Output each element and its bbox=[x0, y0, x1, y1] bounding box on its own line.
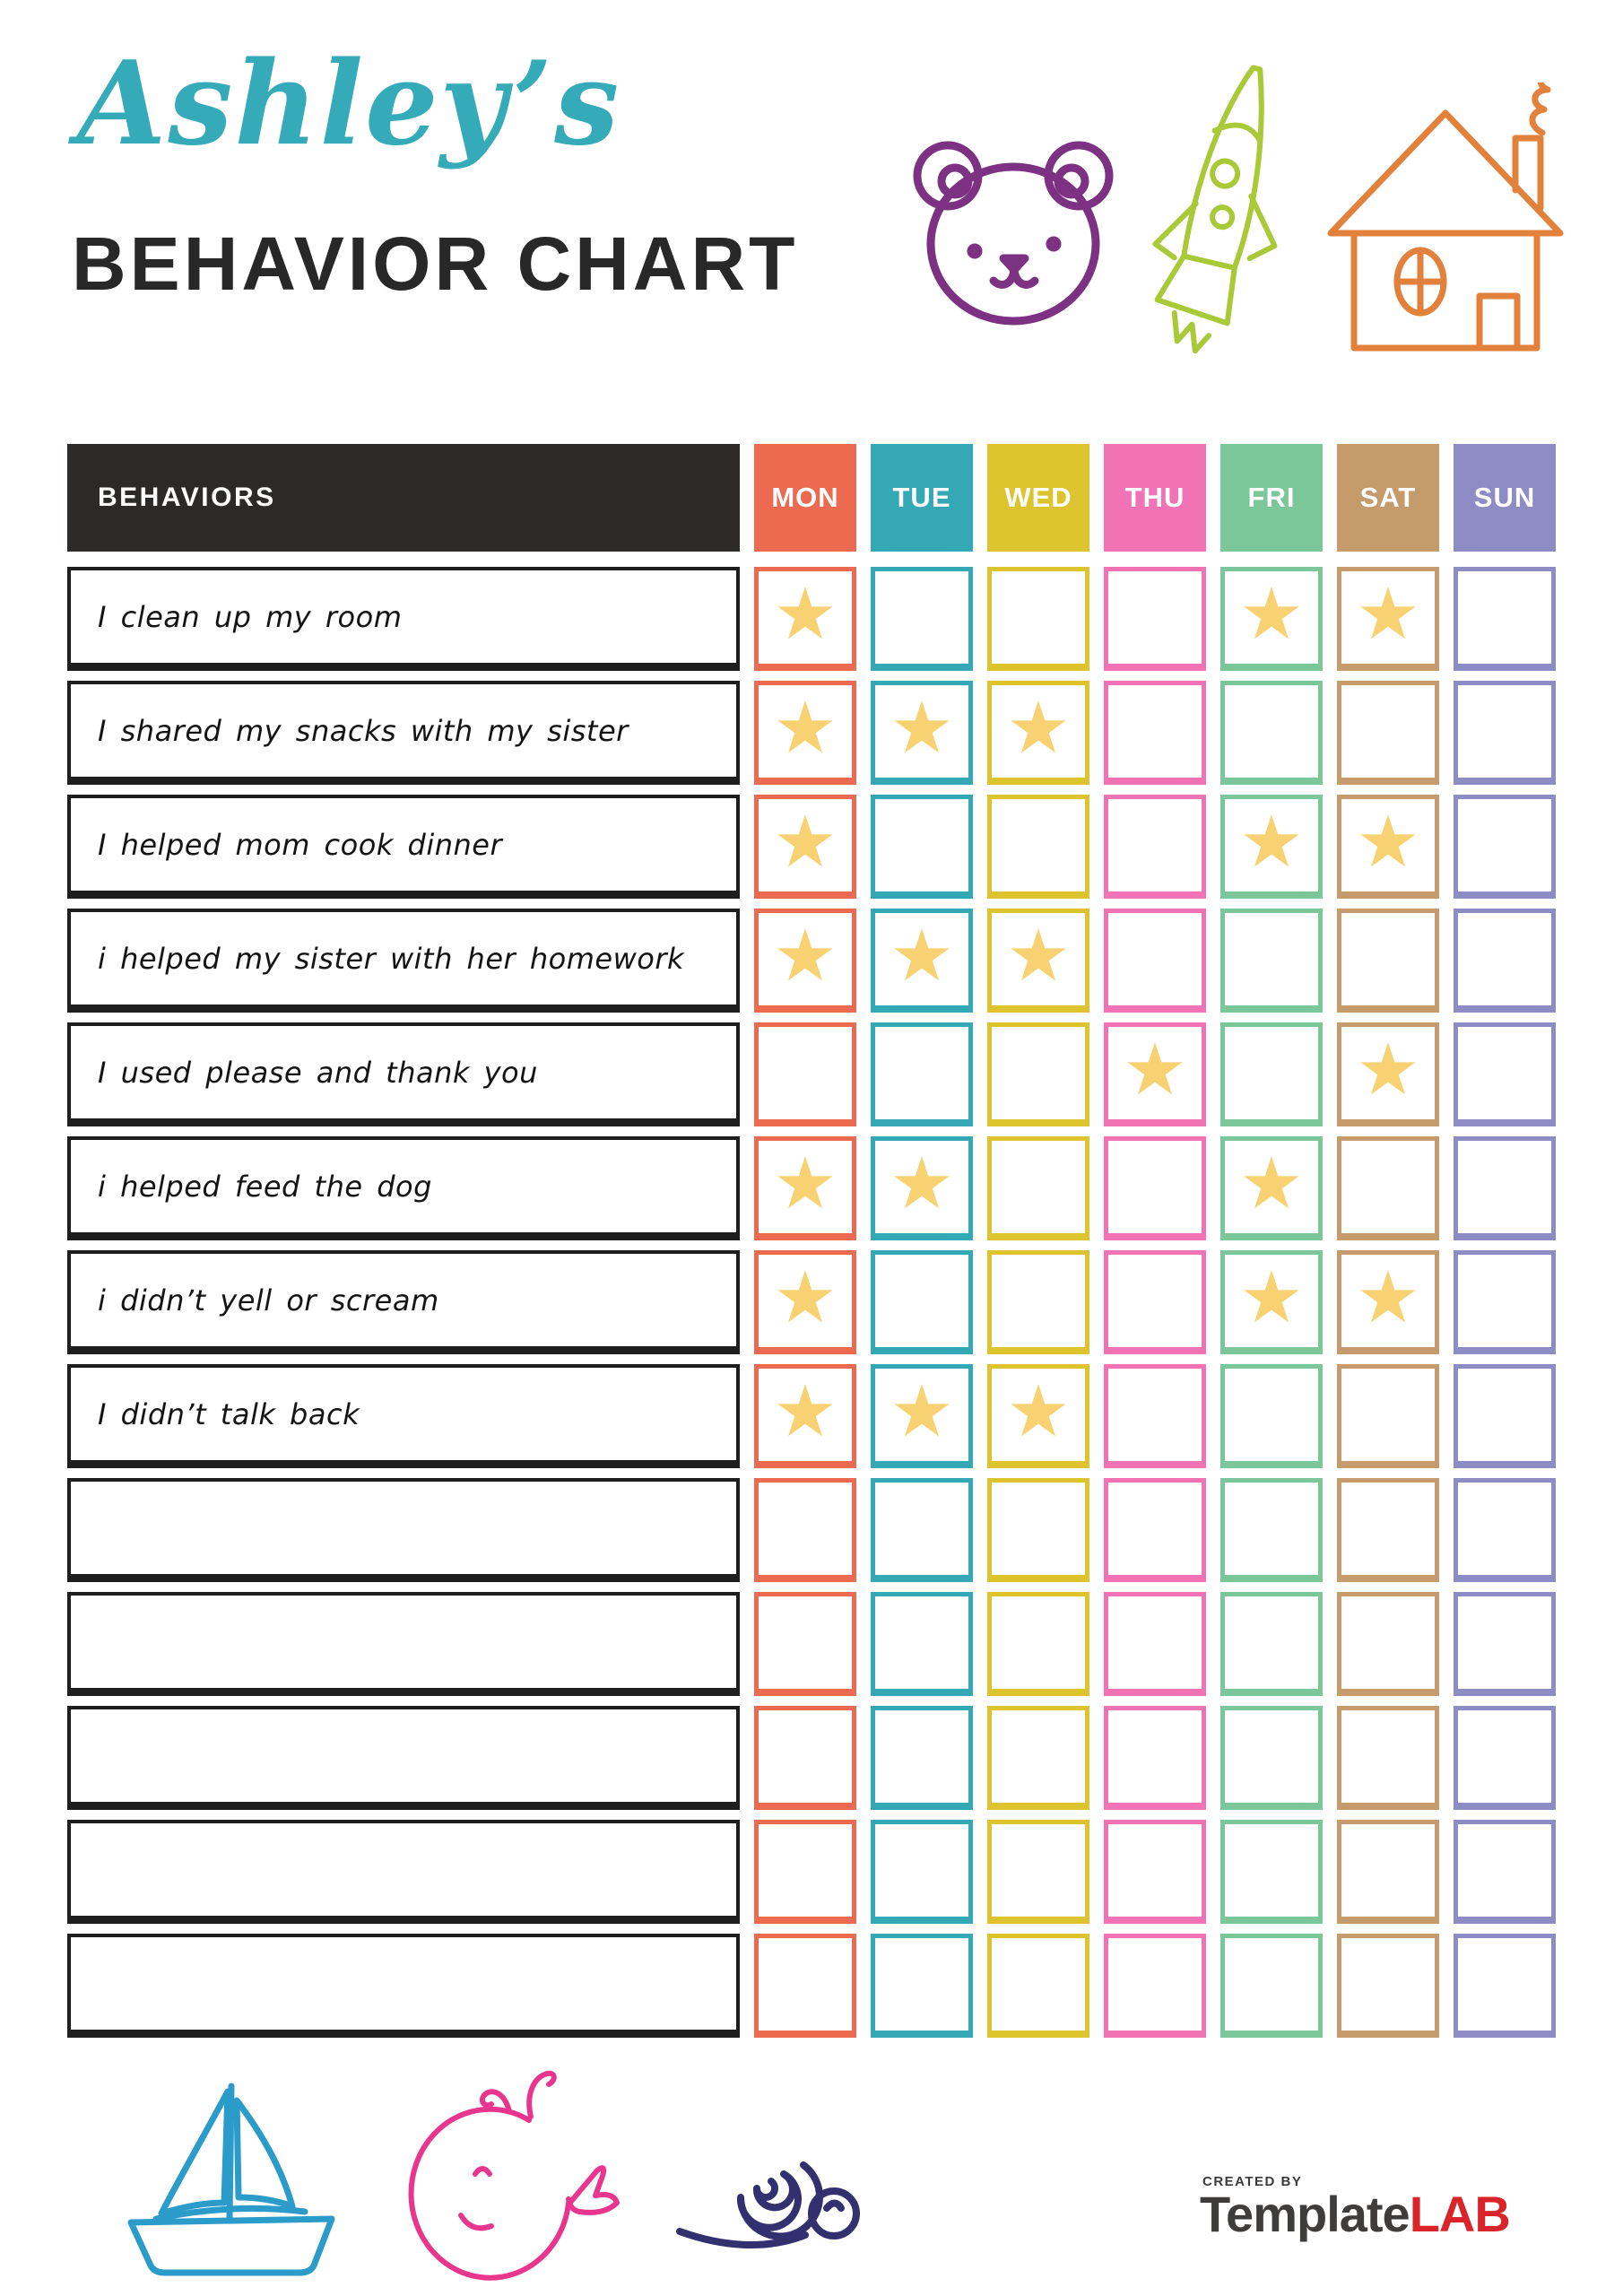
cell-r6-wed[interactable] bbox=[987, 1136, 1089, 1240]
page-title: BEHAVIOR CHART bbox=[72, 222, 799, 306]
cell-r7-thu[interactable] bbox=[1104, 1250, 1206, 1354]
rocket-doodle-icon bbox=[1132, 56, 1311, 387]
cell-r13-tue[interactable] bbox=[871, 1934, 973, 2038]
behavior-label: I helped mom cook dinner bbox=[98, 827, 503, 862]
star-icon: ★ bbox=[1239, 1141, 1304, 1225]
cell-r13-sun[interactable] bbox=[1454, 1934, 1556, 2038]
day-header-label: FRI bbox=[1247, 482, 1296, 513]
behavior-label-box-r9 bbox=[67, 1478, 740, 1582]
cell-r3-mon[interactable] bbox=[754, 795, 856, 899]
star-icon: ★ bbox=[1356, 799, 1420, 883]
star-icon: ★ bbox=[1006, 1369, 1071, 1453]
cell-r11-wed[interactable] bbox=[987, 1706, 1089, 1810]
day-header-mon bbox=[754, 444, 856, 552]
cell-r13-mon[interactable] bbox=[754, 1934, 856, 2038]
cell-r11-fri[interactable] bbox=[1220, 1706, 1323, 1810]
cell-r4-mon[interactable] bbox=[754, 909, 856, 1013]
day-header-tue bbox=[871, 444, 973, 552]
cell-r13-sat[interactable] bbox=[1337, 1934, 1439, 2038]
star-icon: ★ bbox=[773, 1141, 838, 1225]
cell-r8-tue[interactable] bbox=[871, 1364, 973, 1468]
cell-r8-sat[interactable] bbox=[1337, 1364, 1439, 1468]
behavior-label: I used please and thank you bbox=[98, 1055, 538, 1090]
star-icon: ★ bbox=[773, 799, 838, 883]
star-icon: ★ bbox=[1239, 799, 1304, 883]
created-by-label: CREATED BY bbox=[1202, 2174, 1303, 2189]
cell-r11-thu[interactable] bbox=[1104, 1706, 1206, 1810]
star-icon: ★ bbox=[890, 1369, 954, 1453]
cell-r10-thu[interactable] bbox=[1104, 1592, 1206, 1696]
cell-r9-wed[interactable] bbox=[987, 1478, 1089, 1582]
brand-logo bbox=[1200, 2186, 1510, 2242]
behavior-label: i helped feed the dog bbox=[98, 1169, 432, 1204]
star-icon: ★ bbox=[773, 685, 838, 770]
cell-r6-fri[interactable] bbox=[1220, 1136, 1323, 1240]
table-body bbox=[67, 567, 1556, 2038]
cell-r1-tue[interactable] bbox=[871, 567, 973, 671]
cell-r4-tue[interactable] bbox=[871, 909, 973, 1013]
cell-r6-thu[interactable] bbox=[1104, 1136, 1206, 1240]
cell-r10-sun[interactable] bbox=[1454, 1592, 1556, 1696]
star-icon: ★ bbox=[1356, 571, 1420, 656]
cell-r9-fri[interactable] bbox=[1220, 1478, 1323, 1582]
day-header-label: SAT bbox=[1359, 482, 1417, 513]
cell-r9-sat[interactable] bbox=[1337, 1478, 1439, 1582]
cell-r11-mon[interactable] bbox=[754, 1706, 856, 1810]
star-icon: ★ bbox=[1356, 1255, 1420, 1339]
cell-r2-fri[interactable] bbox=[1220, 681, 1323, 785]
cell-r13-thu[interactable] bbox=[1104, 1934, 1206, 2038]
behavior-label-box-r1 bbox=[67, 567, 740, 671]
behavior-label: i didn’t yell or scream bbox=[98, 1283, 439, 1318]
cell-r4-thu[interactable] bbox=[1104, 909, 1206, 1013]
cell-r4-sun[interactable] bbox=[1454, 909, 1556, 1013]
cell-r1-thu[interactable] bbox=[1104, 567, 1206, 671]
cell-r13-fri[interactable] bbox=[1220, 1934, 1323, 2038]
day-header-thu bbox=[1104, 444, 1206, 552]
day-header-label: MON bbox=[771, 482, 839, 513]
cell-r12-fri[interactable] bbox=[1220, 1820, 1323, 1924]
cell-r5-sun[interactable] bbox=[1454, 1022, 1556, 1126]
cell-r4-fri[interactable] bbox=[1220, 909, 1323, 1013]
cell-r2-mon[interactable] bbox=[754, 681, 856, 785]
cell-r5-mon[interactable] bbox=[754, 1022, 856, 1126]
day-header-label: THU bbox=[1124, 482, 1185, 513]
star-icon: ★ bbox=[773, 571, 838, 656]
behavior-label-box-r2 bbox=[67, 681, 740, 785]
whale-doodle-icon bbox=[393, 2061, 626, 2281]
behavior-label: i helped my sister with her homework bbox=[98, 941, 684, 976]
star-icon: ★ bbox=[773, 1369, 838, 1453]
cell-r7-sun[interactable] bbox=[1454, 1250, 1556, 1354]
child-name-title: Ashley’s bbox=[77, 37, 621, 171]
cell-r1-sat[interactable] bbox=[1337, 567, 1439, 671]
table-header-row bbox=[67, 444, 1556, 552]
star-icon: ★ bbox=[773, 913, 838, 997]
cell-r6-sun[interactable] bbox=[1454, 1136, 1556, 1240]
behavior-label-box-r12 bbox=[67, 1820, 740, 1924]
day-header-fri bbox=[1220, 444, 1323, 552]
cell-r3-sat[interactable] bbox=[1337, 795, 1439, 899]
cell-r3-thu[interactable] bbox=[1104, 795, 1206, 899]
cell-r9-mon[interactable] bbox=[754, 1478, 856, 1582]
cell-r3-sun[interactable] bbox=[1454, 795, 1556, 899]
cell-r7-tue[interactable] bbox=[871, 1250, 973, 1354]
cell-r9-tue[interactable] bbox=[871, 1478, 973, 1582]
cell-r7-wed[interactable] bbox=[987, 1250, 1089, 1354]
behavior-label: I shared my snacks with my sister bbox=[98, 713, 629, 748]
star-icon: ★ bbox=[1006, 685, 1071, 770]
cell-r12-thu[interactable] bbox=[1104, 1820, 1206, 1924]
star-icon: ★ bbox=[890, 685, 954, 770]
snail-doodle-icon bbox=[671, 2124, 872, 2267]
cell-r8-sun[interactable] bbox=[1454, 1364, 1556, 1468]
cell-r7-mon[interactable] bbox=[754, 1250, 856, 1354]
cell-r3-tue[interactable] bbox=[871, 795, 973, 899]
cell-r10-tue[interactable] bbox=[871, 1592, 973, 1696]
brand-primary: Template bbox=[1200, 2186, 1410, 2242]
cell-r4-wed[interactable] bbox=[987, 909, 1089, 1013]
cell-r4-sat[interactable] bbox=[1337, 909, 1439, 1013]
cell-r3-fri[interactable] bbox=[1220, 795, 1323, 899]
cell-r1-fri[interactable] bbox=[1220, 567, 1323, 671]
cell-r5-wed[interactable] bbox=[987, 1022, 1089, 1126]
day-header-wed bbox=[987, 444, 1089, 552]
star-icon: ★ bbox=[890, 913, 954, 997]
cell-r12-sun[interactable] bbox=[1454, 1820, 1556, 1924]
cell-r9-sun[interactable] bbox=[1454, 1478, 1556, 1582]
cell-r5-tue[interactable] bbox=[871, 1022, 973, 1126]
star-icon: ★ bbox=[1006, 913, 1071, 997]
cell-r8-wed[interactable] bbox=[987, 1364, 1089, 1468]
cell-r12-wed[interactable] bbox=[987, 1820, 1089, 1924]
behavior-label-box-r5 bbox=[67, 1022, 740, 1126]
behavior-label: I clean up my room bbox=[98, 599, 403, 634]
sailboat-doodle-icon bbox=[106, 2072, 357, 2283]
cell-r11-sun[interactable] bbox=[1454, 1706, 1556, 1810]
brand-accent: LAB bbox=[1409, 2186, 1510, 2242]
cell-r1-wed[interactable] bbox=[987, 567, 1089, 671]
bear-doodle-icon bbox=[910, 126, 1116, 332]
star-icon: ★ bbox=[1239, 1255, 1304, 1339]
day-header-label: SUN bbox=[1473, 482, 1536, 513]
behavior-label-box-r6 bbox=[67, 1136, 740, 1240]
behavior-table bbox=[67, 444, 1556, 2038]
day-header-sun bbox=[1454, 444, 1556, 552]
cell-r7-sat[interactable] bbox=[1337, 1250, 1439, 1354]
cell-r9-thu[interactable] bbox=[1104, 1478, 1206, 1582]
cell-r2-sun[interactable] bbox=[1454, 681, 1556, 785]
behaviors-column-header: BEHAVIORS bbox=[67, 444, 740, 552]
star-icon: ★ bbox=[773, 1255, 838, 1339]
cell-r5-thu[interactable] bbox=[1104, 1022, 1206, 1126]
star-icon: ★ bbox=[890, 1141, 954, 1225]
cell-r7-fri[interactable] bbox=[1220, 1250, 1323, 1354]
star-icon: ★ bbox=[1356, 1027, 1420, 1111]
cell-r5-sat[interactable] bbox=[1337, 1022, 1439, 1126]
star-icon: ★ bbox=[1123, 1027, 1187, 1111]
cell-r2-thu[interactable] bbox=[1104, 681, 1206, 785]
cell-r3-wed[interactable] bbox=[987, 795, 1089, 899]
cell-r8-thu[interactable] bbox=[1104, 1364, 1206, 1468]
cell-r6-sat[interactable] bbox=[1337, 1136, 1439, 1240]
cell-r6-mon[interactable] bbox=[754, 1136, 856, 1240]
behavior-label-box-r11 bbox=[67, 1706, 740, 1810]
cell-r10-sat[interactable] bbox=[1337, 1592, 1439, 1696]
behavior-label-box-r8 bbox=[67, 1364, 740, 1468]
cell-r2-sat[interactable] bbox=[1337, 681, 1439, 785]
day-header-label: WED bbox=[1004, 482, 1072, 513]
behavior-label-box-r3 bbox=[67, 795, 740, 899]
cell-r2-tue[interactable] bbox=[871, 681, 973, 785]
cell-r1-mon[interactable] bbox=[754, 567, 856, 671]
behavior-label-box-r7 bbox=[67, 1250, 740, 1354]
behavior-label-box-r10 bbox=[67, 1592, 740, 1696]
cell-r12-sat[interactable] bbox=[1337, 1820, 1439, 1924]
cell-r8-fri[interactable] bbox=[1220, 1364, 1323, 1468]
cell-r13-wed[interactable] bbox=[987, 1934, 1089, 2038]
cell-r12-tue[interactable] bbox=[871, 1820, 973, 1924]
day-header-sat bbox=[1337, 444, 1439, 552]
cell-r6-tue[interactable] bbox=[871, 1136, 973, 1240]
cell-r1-sun[interactable] bbox=[1454, 567, 1556, 671]
cell-r10-fri[interactable] bbox=[1220, 1592, 1323, 1696]
cell-r10-wed[interactable] bbox=[987, 1592, 1089, 1696]
cell-r11-tue[interactable] bbox=[871, 1706, 973, 1810]
cell-r5-fri[interactable] bbox=[1220, 1022, 1323, 1126]
day-header-label: TUE bbox=[892, 482, 951, 513]
house-doodle-icon bbox=[1311, 83, 1580, 361]
cell-r11-sat[interactable] bbox=[1337, 1706, 1439, 1810]
behavior-label-box-r13 bbox=[67, 1934, 740, 2038]
cell-r8-mon[interactable] bbox=[754, 1364, 856, 1468]
cell-r2-wed[interactable] bbox=[987, 681, 1089, 785]
cell-r10-mon[interactable] bbox=[754, 1592, 856, 1696]
behavior-label-box-r4 bbox=[67, 909, 740, 1013]
cell-r12-mon[interactable] bbox=[754, 1820, 856, 1924]
behavior-label: I didn’t talk back bbox=[98, 1396, 360, 1431]
star-icon: ★ bbox=[1239, 571, 1304, 656]
